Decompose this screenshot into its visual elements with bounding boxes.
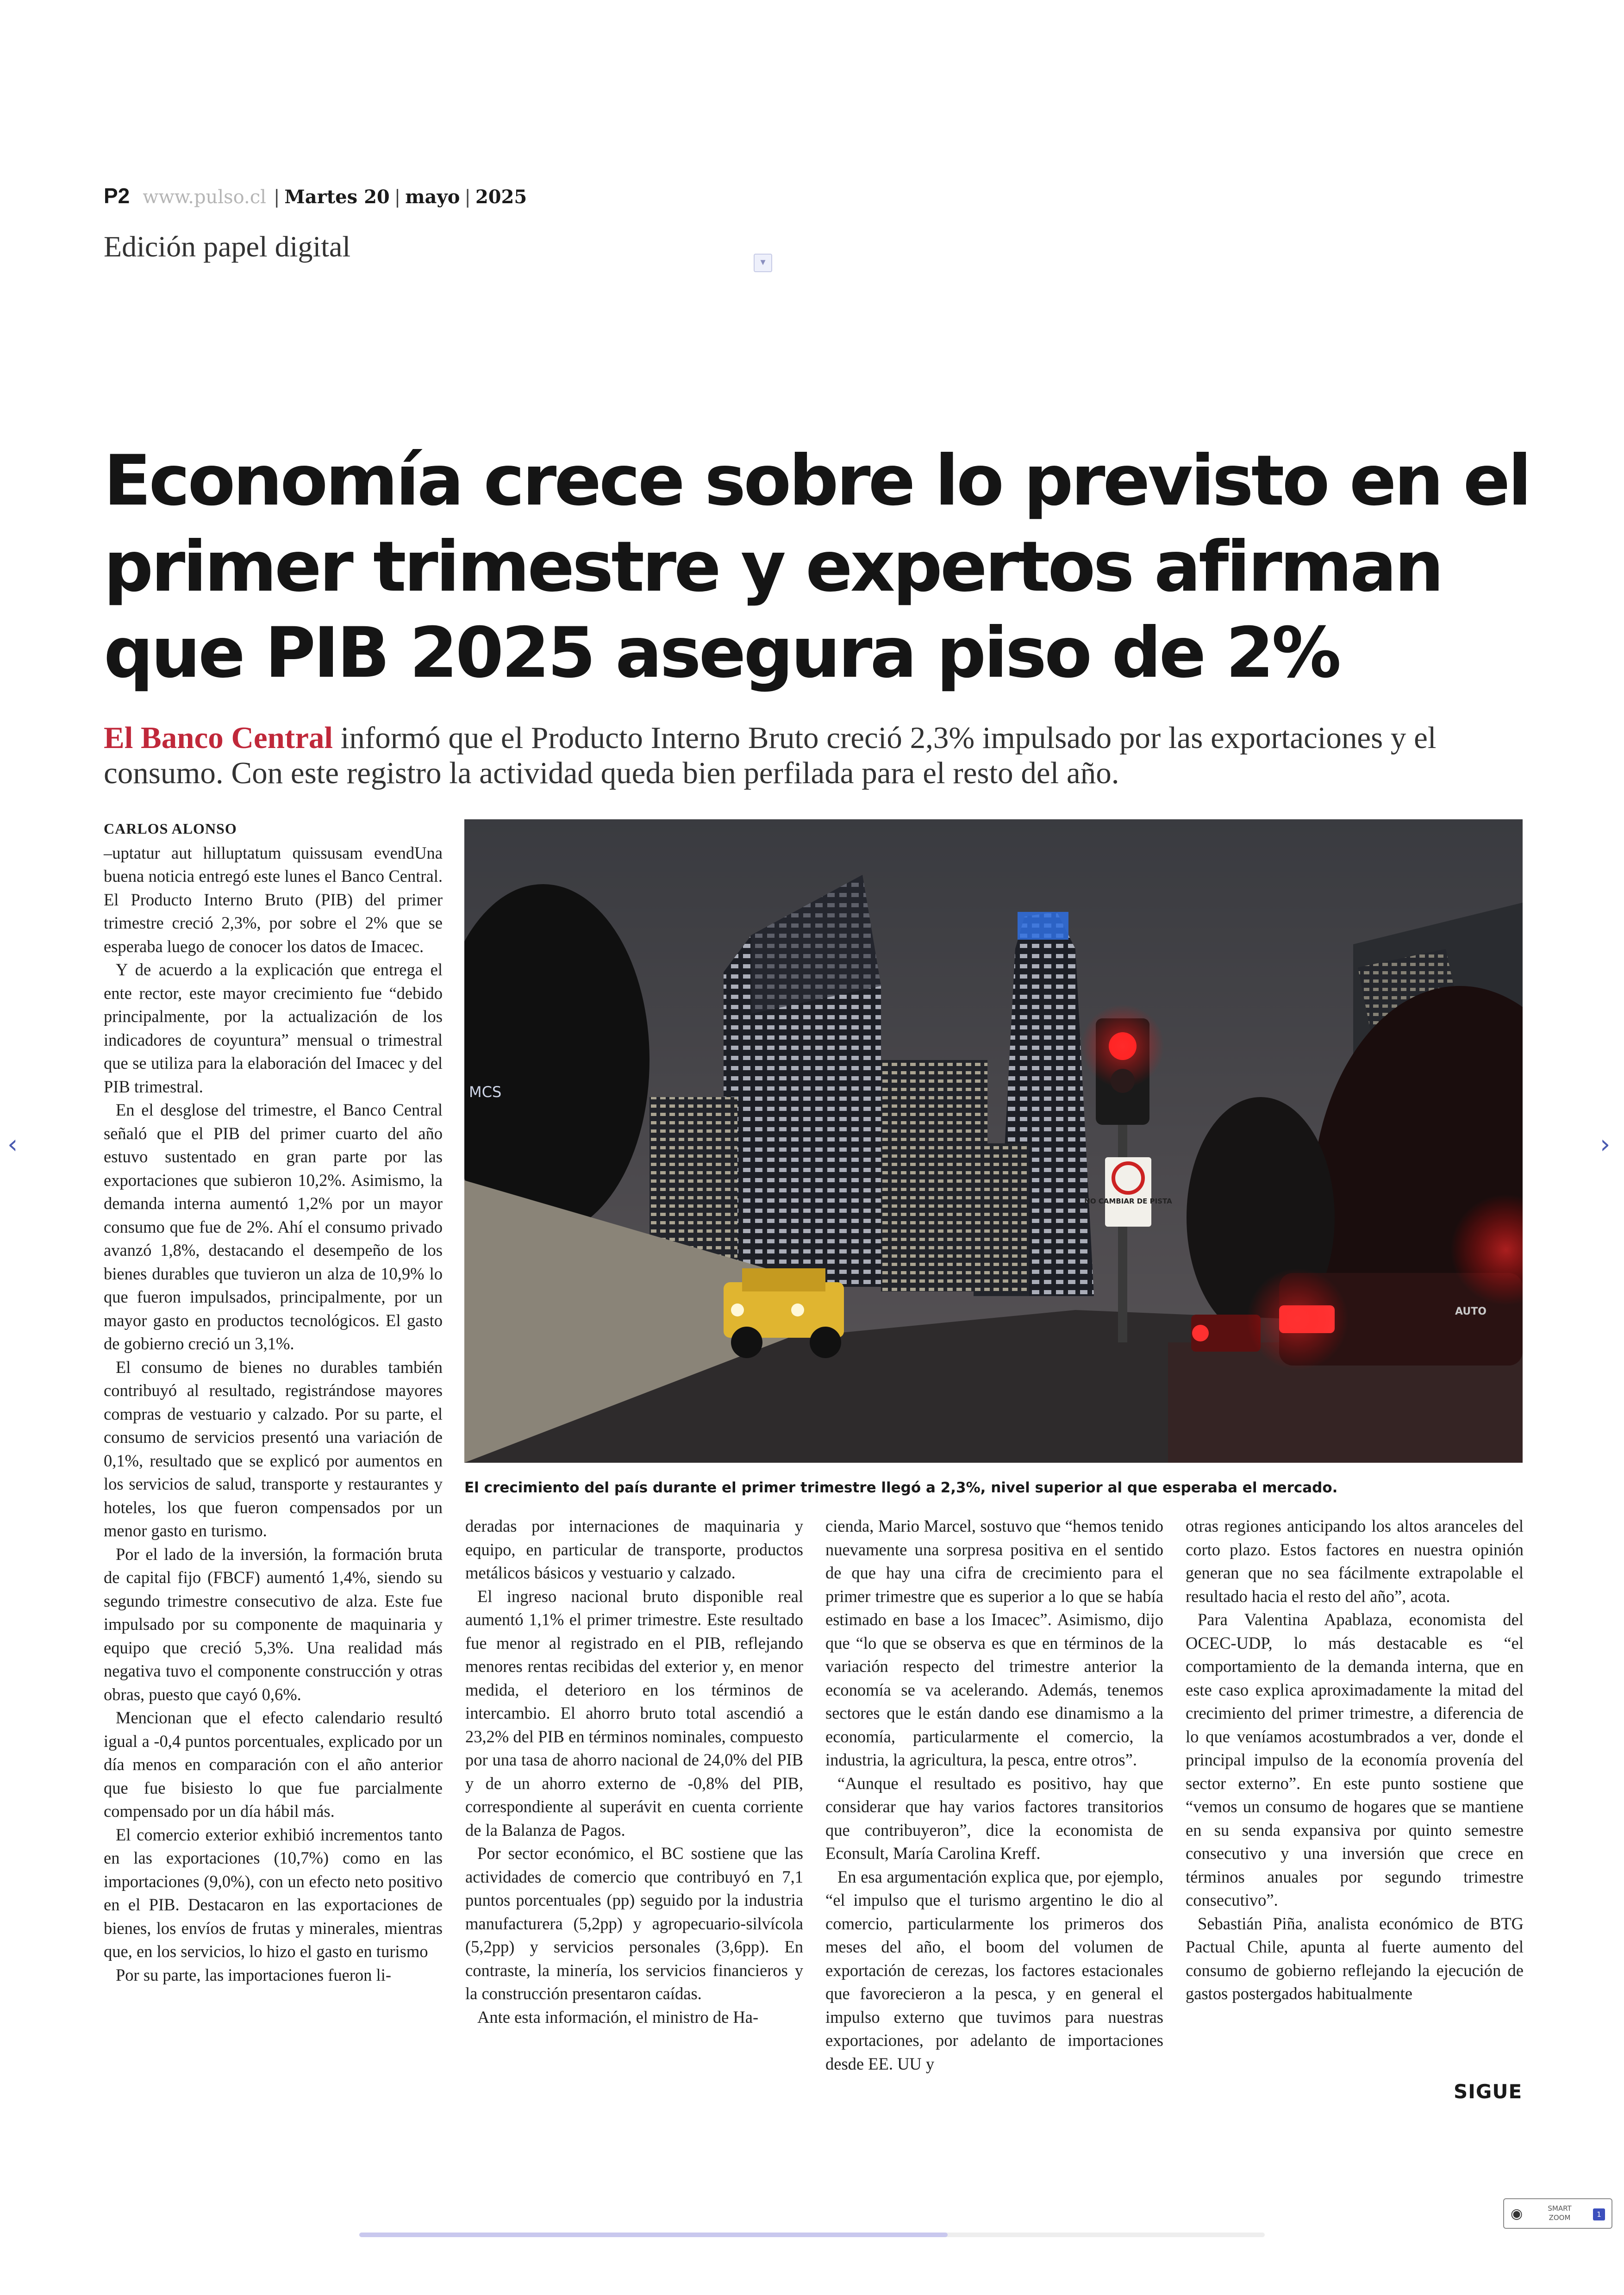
paragraph: El consumo de bienes no durables también contribuyó al resultado, registrándose mayores compras de vestuario y calzado. Por su parte, el consumo de servicios presentó una variación de 0,1%, resultado que se explicó por aumentos en los servicios de salud, transporte y restaurantes y hoteles, los que fueron compensados por un menor gasto en turismo. [104, 1357, 443, 1540]
continue-label: SIGUE [1454, 2080, 1523, 2103]
page-header [104, 184, 527, 209]
header-year: 2025 [475, 186, 527, 208]
article-lead [104, 720, 1530, 791]
car-badge-text: AUTO [1455, 1306, 1487, 1317]
road-sign-text: NO CAMBIAR DE PISTA [1084, 1197, 1172, 1205]
paragraph: Ante esta información, el ministro de Ha- [477, 2007, 759, 2027]
paragraph: Para Valentina Apablaza, economista del OCEC-UDP, lo más destacable es “el comportamiento de la demanda interna, que en este caso explica aproximadamente la mitad del crecimiento del primer trimestre, a diferencia de lo que veníamos acostumbrados a ver, donde el principal impulso de la economía provenía del sector externo”. En este punto sostiene que “vemos un consumo de hogares que se mantiene en su senda expansiva por quinto semestre consecutivo y una inversión que crece en términos anuales por segundo trimestre consecutivo”. [1186, 1610, 1524, 1909]
smart-zoom-button[interactable] [1503, 2198, 1612, 2229]
paragraph: Por sector económico, el BC sostiene que las actividades de comercio que contribuyó en 7,1 puntos porcentuales (pp) seguido por la industria manufacturera (5,2pp) y agropecuario-silvícola (5,2pp) y servicios personales (3,6pp). En contraste, la minería, los servicios financieros y la construcción presentaron caídas. [465, 1844, 803, 2003]
paragraph: Y de acuerdo a la explicación que entrega el ente rector, este mayor crecimiento fue “debido principalmente, por la actualización de los indicadores de coyuntura” mensual o trimestral que se utiliza para la elaboración del Imacec y del PIB trimestral. [104, 960, 443, 1096]
paragraph: Por su parte, las importaciones fueron li- [116, 1965, 391, 1984]
eye-icon: ◉ [1511, 2206, 1523, 2222]
paragraph: cienda, Mario Marcel, sostuvo que “hemos tenido nuevamente una sorpresa positiva en el sentido de que hay una cifra de crecimiento para el primer trimestre que es superior a lo que se había estimado en base a los Imacec”. Asimismo, dijo que “lo que se observa es que en términos de la variación respecto del trimestre anterior la economía se va acelerando. Además, tenemos sectores que le están dando ese dinamismo a la economía, particularmente el comercio, la industria, la agricultura, la pesca, entre otros”. [825, 1516, 1163, 1769]
city-night-photo [464, 819, 1523, 1463]
photo-caption: El crecimiento del país durante el primer trimestre llegó a 2,3%, nivel superior al que esperaba el mercado. [464, 1479, 1338, 1496]
headline-line: Economía crece sobre lo previsto en el [104, 441, 1530, 521]
header-month: mayo [405, 186, 460, 208]
lead-text: informó que el Producto Interno Bruto creció 2,3% impulsado por las exportaciones y el consumo. Con este registro la actividad queda bien perfilada para el resto del año. [104, 721, 1437, 790]
chevron-right-icon[interactable]: › [1600, 1129, 1611, 1160]
header-separator: | [464, 187, 471, 208]
smart-zoom-label-line: ZOOM [1549, 2214, 1571, 2222]
header-separator: | [273, 187, 280, 208]
author-byline: CARLOS ALONSO [104, 820, 237, 837]
page-number: P2 [104, 184, 130, 208]
smart-zoom-label [1541, 2204, 1578, 2222]
page-progress-bar[interactable] [359, 2233, 1265, 2237]
article-column-4 [1186, 1515, 1524, 2006]
edition-label: Edición papel digital [104, 230, 351, 263]
chevron-left-icon[interactable]: ‹ [7, 1129, 18, 1160]
paragraph: El ingreso nacional bruto disponible real aumentó 1,1% el primer trimestre. Este resultado fue menor al registrado en el PIB, reflejando menores rentas recibidas del exterior y, en menor medida, el deterioro en los términos de intercambio. El ahorro bruto total ascendió a 23,2% del PIB en términos nominales, compuesto por una tasa de ahorro nacional de 24,0% del PIB y de un ahorro externo de -0,8% del PIB, correspondiente al superávit en cuenta corriente de la Balanza de Pagos. [465, 1586, 803, 1840]
paragraph: “Aunque el resultado es positivo, hay que considerar que hay varios factores transitorios que contribuyeron”, dice la economista de Econsult, María Carolina Kreff. [825, 1773, 1163, 1863]
paragraph: En esa argumentación explica que, por ejemplo, “el impulso que el turismo argentino le dio al comercio, particularmente los primeros dos meses del año, el boom del volumen de exportación de cerezas, los factores estacionales que favorecieron a la pesca, y en general el impulso externo que tuvimos para nuestras exportaciones, por adelanto de importaciones desde EE. UU y [825, 1867, 1163, 2073]
paragraph: deradas por internaciones de maquinaria y equipo, en particular de transporte, productos metálicos básicos y vestuario y calzado. [465, 1516, 803, 1582]
article-headline [104, 438, 1530, 696]
paragraph: Por el lado de la inversión, la formación bruta de capital fijo (FBCF) aumentó 1,4%, siendo su segundo trimestre consecutivo de alza. Este fue impulsado por su componente de maquinaria y equipo que creció 5,3%. Una realidad más negativa tuvo el componente construcción y otras obras, puesto que cayó 0,6%. [104, 1544, 443, 1704]
site-url[interactable]: www.pulso.cl [143, 187, 266, 208]
lead-highlight: El Banco Central [104, 721, 333, 755]
header-day: Martes 20 [284, 186, 390, 208]
embedded-marker-icon[interactable]: ▾ [754, 254, 772, 272]
smart-zoom-badge: 1 [1593, 2208, 1605, 2220]
article-column-1 [104, 817, 443, 1987]
paragraph: En el desglose del trimestre, el Banco Central señaló que el PIB del primer cuarto del año estuvo sustentado en gran parte por las exportaciones que subieron 10,2%. Asimismo, la demanda interna aumentó 1,2% por un mayor consumo que fue de 2%. Ahí el consumo privado avanzó 1,8%, destacando el desempeño de los bienes durables que tuvieron un alza de 10,9% lo que fueron impulsados, principalmente, por un mayor gasto en productos tecnológicos. El gasto de gobierno creció un 3,1%. [104, 1100, 443, 1353]
header-separator: | [394, 187, 401, 208]
headline-line: que PIB 2025 asegura piso de 2% [104, 613, 1339, 693]
paragraph: Sebastián Piña, analista económico de BTG Pactual Chile, apunta al fuerte aumento del consumo de gobierno reflejando la ejecución de gastos postergados habitualmente [1186, 1914, 1524, 2003]
article-column-2 [465, 1515, 803, 2029]
building-sign-text: MCS [469, 1083, 502, 1101]
page-progress-fill [359, 2233, 948, 2237]
article-column-3 [825, 1515, 1163, 2076]
paragraph: otras regiones anticipando los altos aranceles del corto plazo. Estos factores en nuestra opinión generan que no sea fácilmente extrapolable el resultado hacia el resto del año”, acota. [1186, 1516, 1524, 1606]
article-photo [464, 819, 1523, 1463]
paragraph: –uptatur aut hilluptatum quissusam evendUna buena noticia entregó este lunes el Banco Central. El Producto Interno Bruto (PIB) del primer trimestre creció 2,3%, por sobre el 2% que se esperaba luego de conocer los datos de Imacec. [104, 843, 443, 956]
paragraph: El comercio exterior exhibió incrementos tanto en las exportaciones (10,7%) como en las importaciones (9,0%), con un efecto neto positivo en el PIB. Destacaron en las exportaciones de bienes, los envíos de frutas y minerales, mientras que, en los servicios, lo hizo el gasto en turismo [104, 1825, 443, 1961]
paragraph: Mencionan que el efecto calendario resultó igual a -0,4 puntos porcentuales, explicado por un día menos en comparación con el año anterior que fue bisiesto lo que fue parcialmente compensado por un día hábil más. [104, 1708, 443, 1821]
headline-line: primer trimestre y expertos afirman [104, 527, 1442, 607]
smart-zoom-label-line: SMART [1548, 2204, 1572, 2213]
